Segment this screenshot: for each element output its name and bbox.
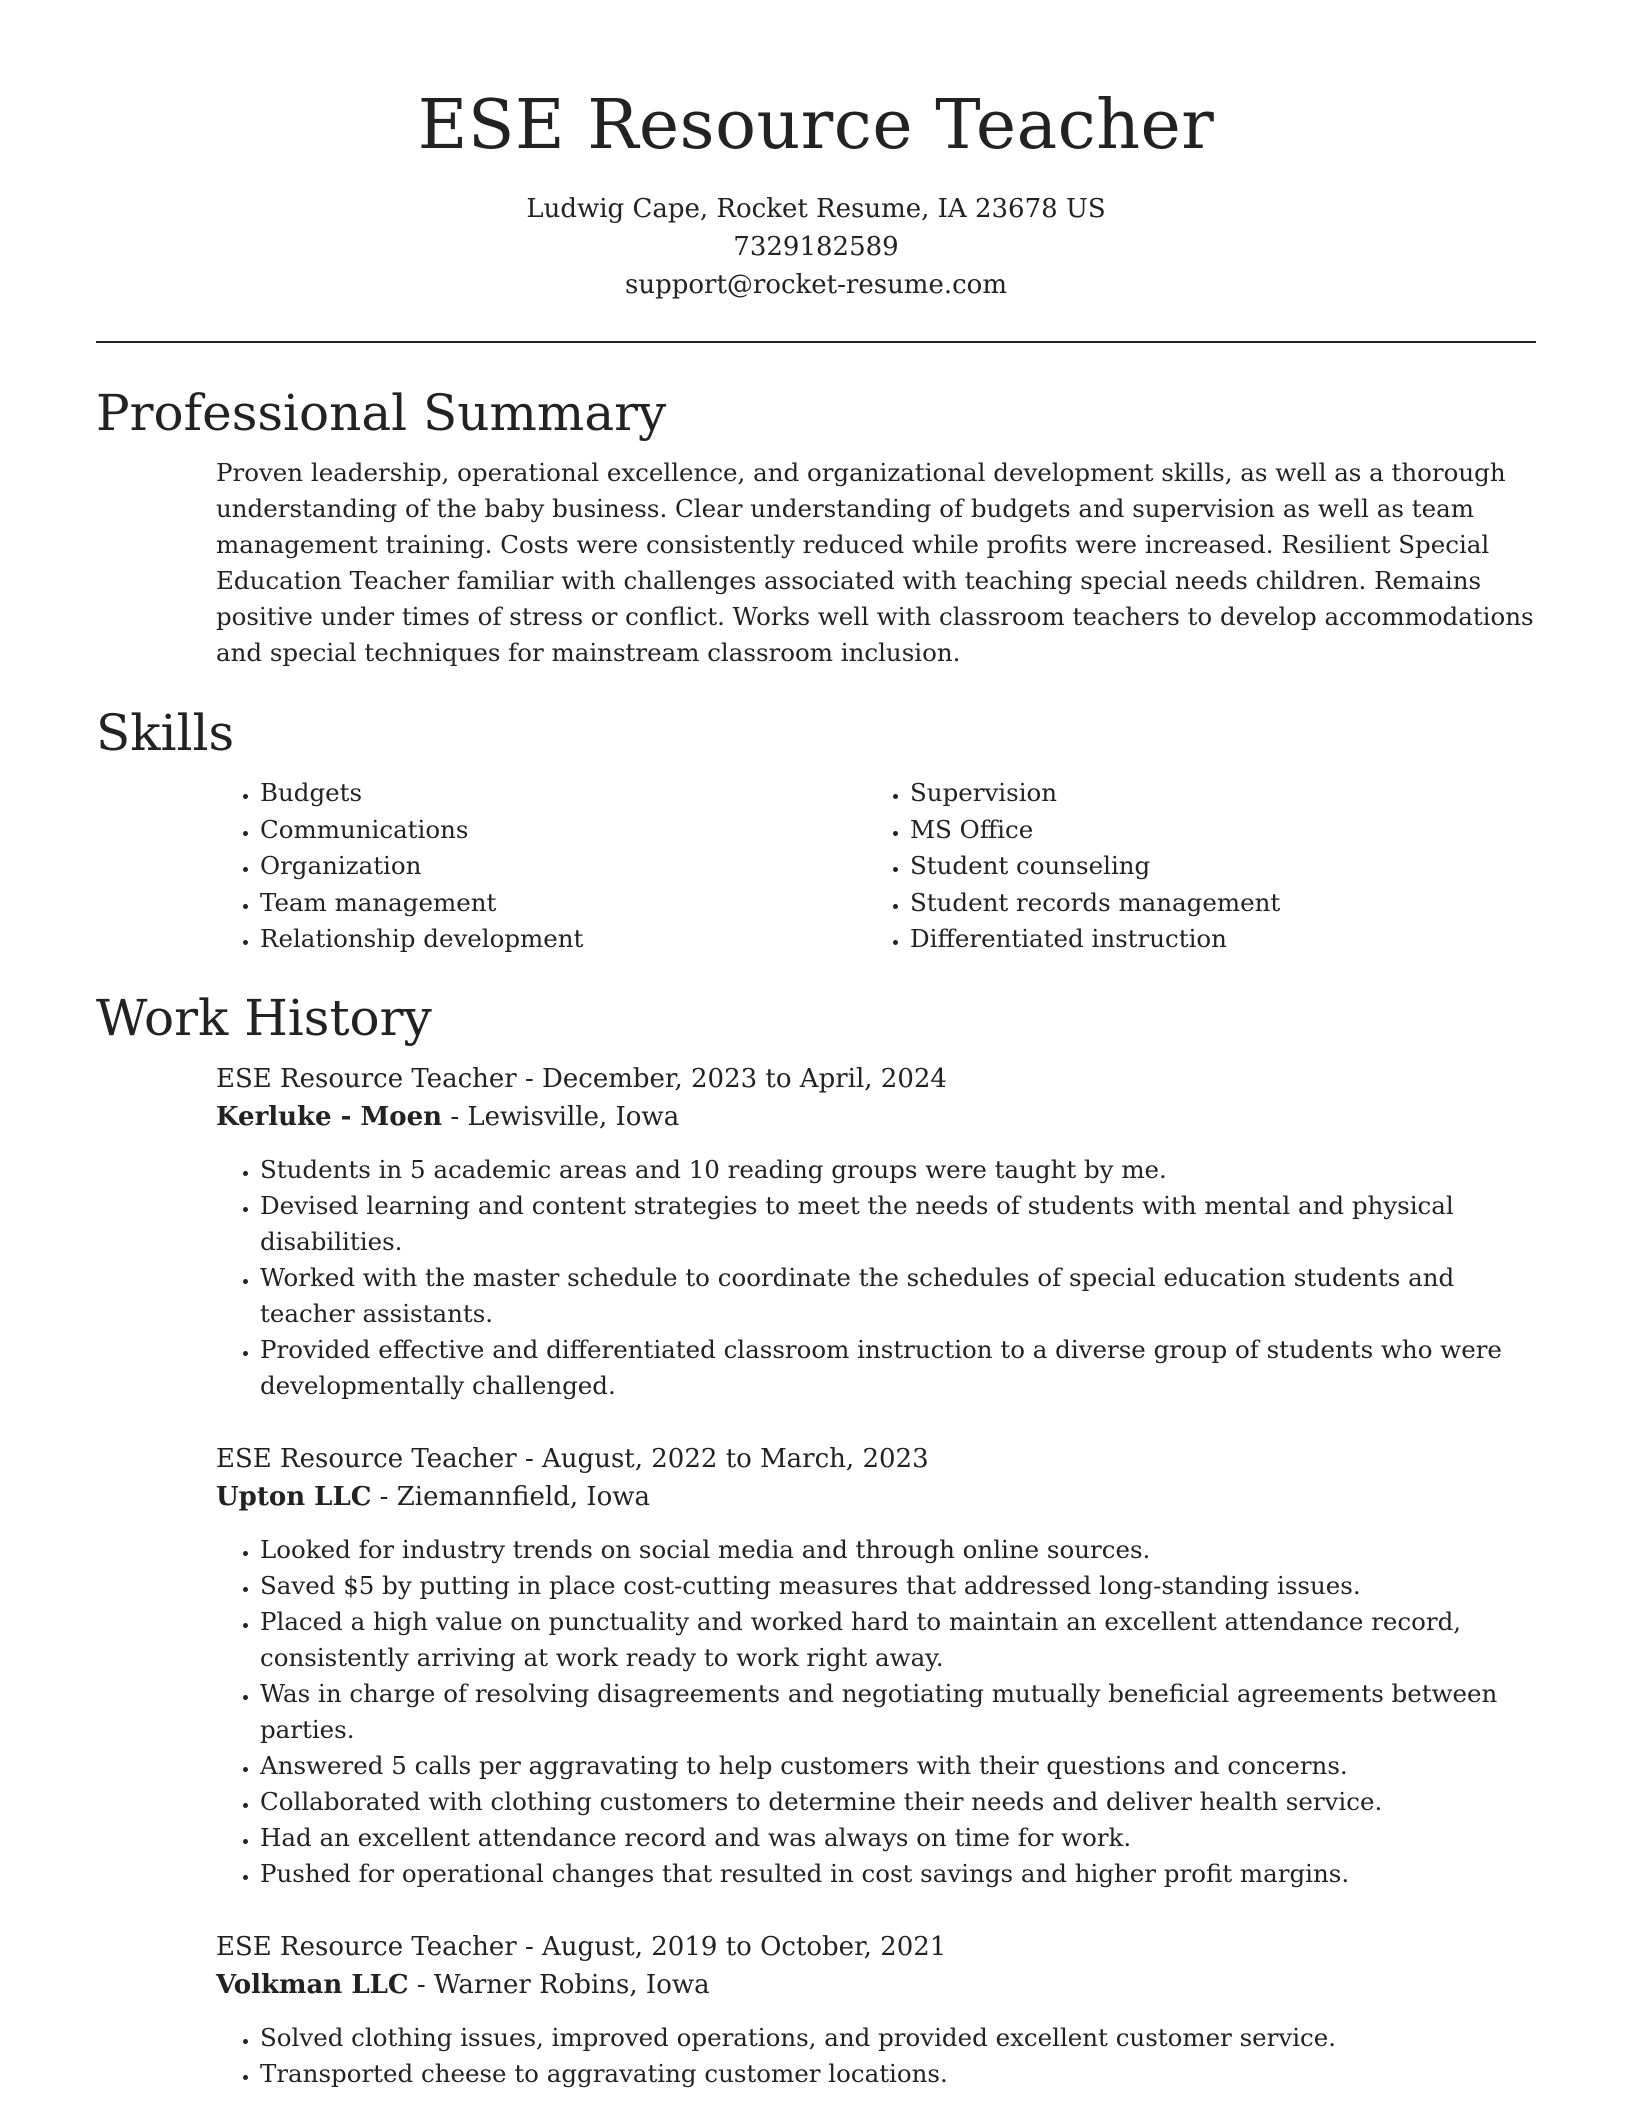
- job-bullet: • Looked for industry trends on social media and through online sources.: [260, 1532, 1536, 1568]
- job-company: Kerluke - Moen: [216, 1102, 443, 1132]
- job-bullet: • Devised learning and content strategies to meet the needs of students with mental and physical disabilities.: [260, 1188, 1536, 1260]
- job-bullets: [216, 1532, 1536, 1892]
- job-company-line: [216, 1098, 1536, 1136]
- job-company: Upton LLC: [216, 1482, 372, 1512]
- job-bullet: • Answered 5 calls per aggravating to help customers with their questions and concerns.: [260, 1748, 1536, 1784]
- job-company: Volkman LLC: [216, 1970, 409, 2000]
- job-title-line: [216, 1440, 1536, 1478]
- skill-item: • Budgets: [260, 775, 866, 812]
- job-bullet: • Transported cheese to aggravating customer locations.: [260, 2056, 1536, 2092]
- job-bullets: [216, 1152, 1536, 1404]
- resume-name: ESE Resource Teacher: [417, 86, 1215, 165]
- contact-email: support@rocket-resume.com: [624, 270, 1007, 300]
- job-company-line: [216, 1966, 1536, 2004]
- work-history-section: [96, 988, 1536, 2092]
- job-bullet: • Collaborated with clothing customers to determine their needs and deliver health service.: [260, 1784, 1536, 1820]
- job-title-line: [216, 1928, 1536, 1966]
- summary-section: [96, 383, 1536, 671]
- job-dates: - August, 2022 to March, 2023: [516, 1444, 929, 1474]
- job-location: - Warner Robins, Iowa: [408, 1970, 710, 2000]
- job-dates: - December, 2023 to April, 2024: [516, 1064, 947, 1094]
- job-title: ESE Resource Teacher: [216, 1444, 517, 1474]
- job-bullet: • Was in charge of resolving disagreements and negotiating mutually beneficial agreements between parties.: [260, 1676, 1536, 1748]
- job-bullet: • Placed a high value on punctuality and worked hard to maintain an excellent attendance record, consistently arriving at work ready to work right away.: [260, 1604, 1536, 1676]
- skill-item: • Communications: [260, 812, 866, 849]
- job-entry: [216, 1928, 1536, 2092]
- skill-item: • Student counseling: [910, 848, 1516, 885]
- skill-item: • Student records management: [910, 885, 1516, 922]
- skills-grid: [216, 775, 1536, 958]
- contact-phone: 7329182589: [733, 232, 899, 262]
- job-bullet: • Pushed for operational changes that resulted in cost savings and higher profit margins.: [260, 1856, 1536, 1892]
- resume-header: [0, 0, 1632, 304]
- contact-block: [0, 190, 1632, 304]
- job-location: - Lewisville, Iowa: [442, 1102, 680, 1132]
- skills-list-right: [866, 775, 1516, 958]
- skills-section: [96, 703, 1536, 958]
- summary-heading: Professional Summary: [96, 384, 667, 442]
- skill-item: • Organization: [260, 848, 866, 885]
- job-bullet: • Worked with the master schedule to coordinate the schedules of special education students and teacher assistants.: [260, 1260, 1536, 1332]
- skill-item: • Differentiated instruction: [910, 921, 1516, 958]
- header-divider: [96, 341, 1536, 343]
- job-title: ESE Resource Teacher: [216, 1932, 517, 1962]
- job-location: - Ziemannfield, Iowa: [371, 1482, 651, 1512]
- job-bullet: • Had an excellent attendance record and was always on time for work.: [260, 1820, 1536, 1856]
- job-entry: [216, 1060, 1536, 1404]
- job-title-line: [216, 1060, 1536, 1098]
- skill-item: • MS Office: [910, 812, 1516, 849]
- contact-address: Ludwig Cape, Rocket Resume, IA 23678 US: [526, 194, 1106, 224]
- job-entry: [216, 1440, 1536, 1892]
- job-bullet: • Saved $5 by putting in place cost-cutting measures that addressed long-standing issues.: [260, 1568, 1536, 1604]
- summary-text: Proven leadership, operational excellence, and organizational development skills, as well as a thorough understanding of the baby business. Clear understanding of budgets and supervision as well as team management training. Costs were consistently reduced while profits were increased. Resilient Special Education Teacher familiar with challenges associated with teaching special needs children. Remains positive under times of stress or conflict. Works well with classroom teachers to develop accommodations and special techniques for mainstream classroom inclusion.: [216, 458, 1534, 667]
- job-bullet: • Students in 5 academic areas and 10 reading groups were taught by me.: [260, 1152, 1536, 1188]
- job-bullet: • Solved clothing issues, improved operations, and provided excellent customer service.: [260, 2020, 1536, 2056]
- job-bullet: • Provided effective and differentiated classroom instruction to a diverse group of students who were developmentally challenged.: [260, 1332, 1536, 1404]
- skill-item: • Team management: [260, 885, 866, 922]
- skills-heading: Skills: [96, 704, 235, 762]
- job-title: ESE Resource Teacher: [216, 1064, 517, 1094]
- job-dates: - August, 2019 to October, 2021: [516, 1932, 947, 1962]
- work-history-heading: Work History: [96, 989, 432, 1047]
- skill-item: • Relationship development: [260, 921, 866, 958]
- skill-item: • Supervision: [910, 775, 1516, 812]
- skills-list-left: [216, 775, 866, 958]
- job-bullets: [216, 2020, 1536, 2092]
- job-company-line: [216, 1478, 1536, 1516]
